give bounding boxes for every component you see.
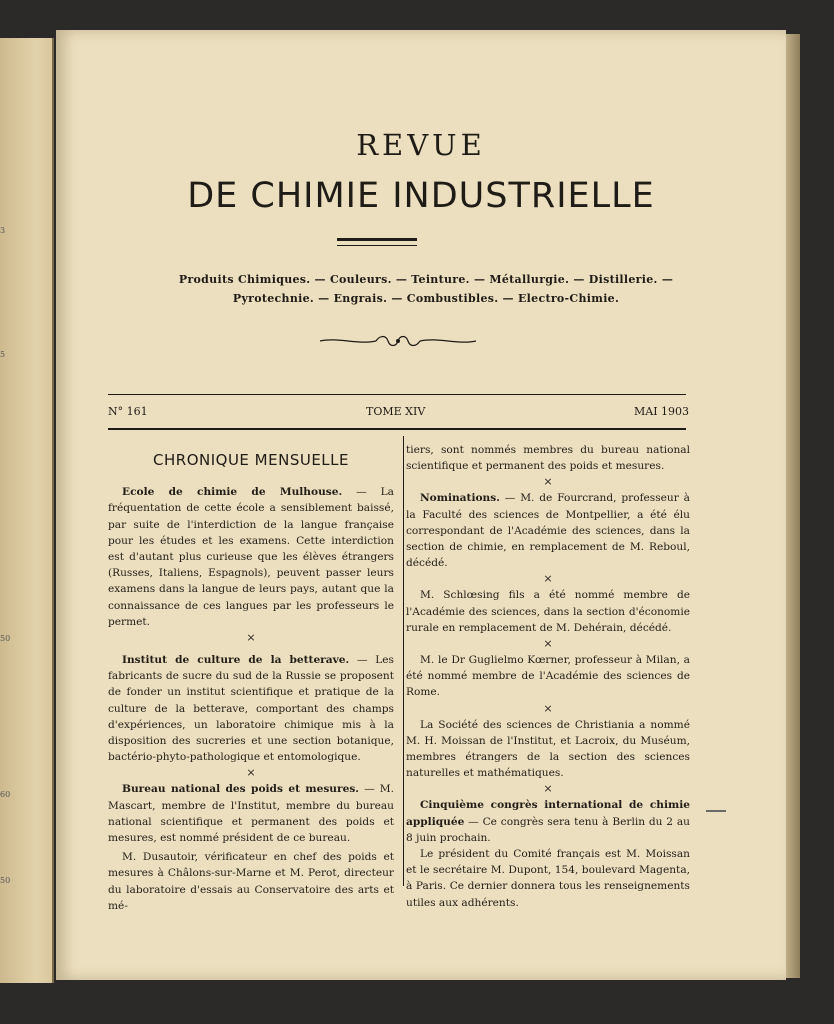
separator-icon: ⨯ xyxy=(543,637,553,651)
ornament-icon xyxy=(318,333,478,349)
subjects-line-2: Pyrotechnie. — Engrais. — Combustibles. — Electro-Chimie. xyxy=(232,292,620,305)
subjects-line-1: Produits Chimiques. — Couleurs. — Teinture. — Métallurgie. — Distillerie. — xyxy=(178,273,674,286)
title-rule xyxy=(337,238,417,246)
article-paragraph xyxy=(406,652,690,701)
article-text: — Ce congrès sera tenu à Berlin du 2 au 8 juin prochain. xyxy=(406,815,690,844)
margin-mark: 50 xyxy=(0,876,11,885)
separator-icon: ⨯ xyxy=(543,572,553,586)
article-paragraph xyxy=(406,846,690,911)
article-text: — M. de Fourcrand, professeur à la Faculté des sciences de Montpellier, a été élu correspondant de l'Académie des sciences, dans la section de chimie, en remplacement de M. Reboul, décédé. xyxy=(406,492,690,570)
article-text: — La fréquentation de cette école a sensiblement baissé, par suite de l'interdiction de la langue française pour les études et les examens. Cette interdiction est d'autant plus curieuse que les élèves étrangers (Russes, Italiens, Espagnols), peuvent passer leurs examens dans la langue de leurs pays, autant que la connaissance de ces langues par les professeurs le permet. xyxy=(108,486,394,628)
article-text: M. le Dr Guglielmo Kœrner, professeur à Milan, a été nommé membre de l'Académie des sciences de Rome. xyxy=(406,654,690,699)
separator-icon: ⨯ xyxy=(543,782,553,796)
masthead-title: DE CHIMIE INDUSTRIELLE xyxy=(187,176,655,216)
article-text: La Société des sciences de Christiania a nommé M. H. Moissan de l'Institut, et Lacroix, du Muséum, membres étrangers de la section des sciences naturelles et mathématiques. xyxy=(406,718,690,780)
masthead-revue: REVUE xyxy=(356,128,486,162)
margin-mark: 50 xyxy=(0,634,11,643)
article-text: — Les fabricants de sucre du sud de la Russie se proposent de fonder un institut scientifique et pratique de la culture de la betterave, comportant des champs d'expériences, un laboratoire chimique mis à la disposition des sucreries et une section botanique, bactério-phyto-pathologique et entomologique. xyxy=(108,654,394,764)
article-paragraph xyxy=(108,652,394,765)
separator-icon: ⨯ xyxy=(543,701,553,715)
margin-mark: 5 xyxy=(0,350,6,359)
article-paragraph xyxy=(108,484,394,630)
header-rule-bottom xyxy=(108,428,686,430)
article-paragraph xyxy=(406,717,690,782)
article-text: Le président du Comité français est M. Moissan et le secrétaire M. Dupont, 154, boulevard Magenta, à Paris. Ce dernier donnera tous les renseignements utiles aux adhérents. xyxy=(406,848,690,909)
left-column xyxy=(108,442,394,914)
article-paragraph xyxy=(406,797,690,846)
article-heading: Ecole de chimie de Mulhouse. xyxy=(122,486,343,499)
separator-icon: ⨯ xyxy=(543,475,553,489)
article-heading: Cinquième congrès international de chimie appliquée xyxy=(406,799,690,828)
journal-page xyxy=(56,30,786,980)
article-paragraph xyxy=(108,849,394,914)
left-page-edge xyxy=(0,38,54,983)
article-heading: Institut de culture de la betterave. xyxy=(122,654,350,667)
column-divider xyxy=(403,436,404,886)
pencil-mark xyxy=(706,810,726,812)
article-paragraph xyxy=(406,442,690,474)
margin-mark: 3 xyxy=(0,226,6,235)
article-text: — M. Mascart, membre de l'Institut, membre du bureau national scientifique et permanent des poids et mesures, est nommé président de ce bureau. xyxy=(108,783,394,845)
issue-number: N° 161 xyxy=(108,405,148,418)
header-rule-top xyxy=(108,394,686,395)
section-title: CHRONIQUE MENSUELLE xyxy=(153,451,349,469)
article-paragraph xyxy=(108,781,394,846)
article-paragraph xyxy=(406,587,690,636)
article-heading: Bureau national des poids et mesures. xyxy=(122,783,359,796)
right-column xyxy=(406,442,690,911)
issue-date: MAI 1903 xyxy=(634,405,690,418)
article-text: tiers, sont nommés membres du bureau national scientifique et permanent des poids et mesures. xyxy=(406,444,690,473)
article-paragraph xyxy=(406,490,690,571)
separator-icon: ⨯ xyxy=(246,631,256,645)
issue-tome: TOME XIV xyxy=(366,405,426,418)
margin-mark: 60 xyxy=(0,790,11,799)
article-text: M. Dusautoir, vérificateur en chef des poids et mesures à Châlons-sur-Marne et M. Perot, directeur du laboratoire d'essais au Conservatoire des arts et mé- xyxy=(108,851,394,912)
page-edge xyxy=(786,34,800,978)
separator-icon: ⨯ xyxy=(246,766,256,780)
article-heading: Nominations. xyxy=(420,492,500,505)
article-text: M. Schlœsing fils a été nommé membre de l'Académie des sciences, dans la section d'économie rurale en remplacement de M. Dehérain, décédé. xyxy=(406,589,690,634)
